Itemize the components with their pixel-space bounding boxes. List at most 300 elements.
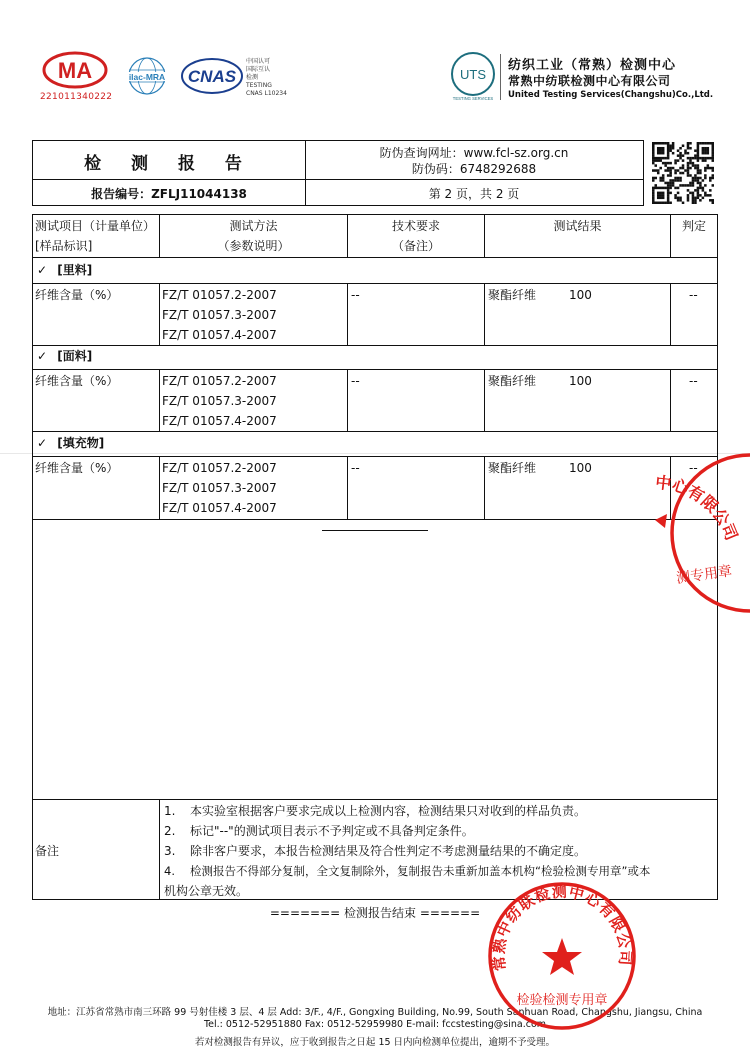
qr-module: [712, 159, 714, 162]
cma-number: 221011340222: [40, 92, 113, 102]
qr-module: [659, 157, 662, 160]
qr-module: [697, 172, 700, 175]
qr-module: [669, 184, 672, 187]
qr-module: [704, 177, 707, 180]
org-name-2: 常熟中纺联检测中心有限公司: [508, 74, 671, 88]
qr-module: [669, 169, 672, 172]
tech-requirement: --: [351, 374, 360, 388]
qr-module: [662, 192, 665, 195]
qr-module: [652, 154, 655, 157]
qr-module: [662, 197, 665, 200]
qr-module: [679, 179, 682, 182]
qr-module: [667, 152, 670, 155]
method-line: FZ/T 01057.4-2007: [162, 328, 277, 342]
qr-module: [692, 164, 695, 167]
company-seal-partial: [595, 448, 750, 618]
qr-module: [662, 174, 665, 177]
qr-module: [697, 177, 700, 180]
remark-text: 标记"--"的测试项目表示不予判定或不具备判定条件。: [190, 824, 474, 838]
qr-module: [687, 184, 690, 187]
qr-module: [689, 182, 692, 185]
qr-module: [677, 169, 680, 172]
qr-module: [667, 174, 670, 177]
qr-module: [659, 159, 662, 162]
remark-item: [164, 821, 714, 841]
qr-module: [697, 179, 700, 182]
remark-text: 检测报告不得部分复制，全文复制除外，复制报告未重新加盖本机构“检验检测专用章”或本: [190, 864, 651, 878]
qr-module: [689, 174, 692, 177]
qr-module: [667, 199, 670, 202]
qr-module: [702, 152, 705, 155]
qr-module: [692, 182, 695, 185]
qr-module: [672, 179, 675, 182]
qr-module: [697, 147, 700, 150]
qr-module: [699, 182, 702, 185]
qr-module: [694, 177, 697, 180]
qr-module: [652, 202, 655, 204]
qr-module: [712, 144, 714, 147]
org-name-en: United Testing Services(Changshu)Co.,Ltd.: [508, 90, 714, 100]
qr-module: [699, 199, 702, 202]
qr-module: [687, 172, 690, 175]
qr-module: [707, 164, 710, 167]
qr-module: [659, 192, 662, 195]
qr-module: [654, 177, 657, 180]
col-header-item-line2: [样品标识]: [35, 239, 93, 253]
section-label: [37, 434, 104, 451]
qr-module: [657, 157, 660, 160]
qr-module: [694, 199, 697, 202]
cnas-line: 中国认可: [246, 58, 271, 65]
qr-module: [699, 194, 702, 197]
qr-module: [652, 169, 655, 172]
cnas-text: CNAS: [187, 67, 237, 86]
qr-module: [699, 187, 702, 190]
result-fiber: 聚酯纤维: [488, 461, 537, 475]
qr-module: [652, 194, 655, 197]
qr-module: [702, 142, 705, 145]
qr-module: [679, 147, 682, 150]
col-header-req-line1: 技术要求: [391, 219, 440, 233]
qr-module: [702, 189, 705, 192]
qr-module: [677, 197, 680, 200]
org-name-1: 纺织工业（常熟）检测中心: [508, 58, 677, 73]
qr-module: [692, 199, 695, 202]
qr-module: [687, 142, 690, 145]
qr-module: [672, 152, 675, 155]
qr-module: [669, 182, 672, 185]
qr-module: [669, 174, 672, 177]
qr-module: [682, 172, 685, 175]
qr-module: [712, 157, 714, 160]
qr-module: [662, 152, 665, 155]
qr-module: [652, 147, 655, 150]
qr-module: [684, 152, 687, 155]
remark-number: 4.: [164, 864, 175, 878]
qr-module: [697, 194, 700, 197]
qr-module: [662, 149, 665, 152]
qr-module: [709, 199, 712, 202]
result-fiber: 聚酯纤维: [488, 288, 537, 302]
qr-module: [687, 199, 690, 202]
qr-module: [659, 142, 662, 145]
qr-module: [677, 177, 680, 180]
section-label-text: [面料]: [57, 349, 93, 363]
qr-module: [667, 197, 670, 200]
qr-module: [667, 182, 670, 185]
qr-module: [707, 167, 710, 170]
qr-module: [712, 199, 714, 202]
qr-module: [692, 192, 695, 195]
test-methods: [162, 371, 277, 431]
tech-requirement: --: [351, 461, 360, 475]
qr-module: [687, 164, 690, 167]
qr-module: [659, 202, 662, 204]
qr-module: [654, 142, 657, 145]
qr-module: [657, 152, 660, 155]
qr-module: [669, 202, 672, 204]
qr-module: [697, 197, 700, 200]
qr-module: [684, 184, 687, 187]
method-line: FZ/T 01057.3-2007: [162, 394, 277, 408]
qr-module: [674, 177, 677, 180]
report-number: 报告编号：ZFLJ11044138: [91, 187, 247, 201]
qr-module: [702, 197, 705, 200]
qr-module: [652, 199, 655, 202]
qr-module: [702, 157, 705, 160]
qr-module: [679, 154, 682, 157]
result-value: 100: [569, 288, 592, 302]
uts-logo: [448, 50, 498, 102]
qr-module: [652, 149, 655, 152]
qr-module: [664, 157, 667, 160]
qr-module: [687, 189, 690, 192]
qr-code[interactable]: [652, 142, 714, 204]
qr-module: [659, 187, 662, 190]
qr-module: [652, 144, 655, 147]
qr-module: [654, 184, 657, 187]
qr-module: [704, 152, 707, 155]
qr-module: [677, 154, 680, 157]
footer-address: 地址：江苏省常熟市南三环路 99 号射佳楼 3 层、4 层 Add: 3/F., 4/F., Gongxing Building, No.99, South Sanhuan Road, Changshu, Jiangsu, China: [47, 1007, 703, 1018]
qr-module: [669, 147, 672, 150]
qr-module: [654, 164, 657, 167]
col-header-method-line1: 测试方法: [229, 219, 278, 233]
qr-module: [652, 142, 655, 145]
qr-module: [677, 192, 680, 195]
qr-module: [712, 152, 714, 155]
qr-module: [697, 182, 700, 185]
qr-module: [687, 147, 690, 150]
qr-module: [694, 154, 697, 157]
qr-module: [662, 179, 665, 182]
qr-module: [667, 162, 670, 165]
method-line: FZ/T 01057.2-2007: [162, 288, 277, 302]
method-line: FZ/T 01057.4-2007: [162, 501, 277, 515]
col-header-method-line2: （参数说明）: [217, 239, 290, 253]
qr-module: [682, 167, 685, 170]
qr-module: [689, 192, 692, 195]
qr-module: [654, 159, 657, 162]
qr-module: [669, 167, 672, 170]
qr-module: [672, 142, 675, 145]
remark-continuation: 机构公章无效。: [164, 884, 249, 898]
footer-notice: 若对检测报告有异议，应于收到报告之日起 15 日内向检测单位提出，逾期不予受理。: [194, 1037, 556, 1048]
tech-requirement: --: [351, 288, 360, 302]
qr-module: [709, 167, 712, 170]
qr-module: [697, 167, 700, 170]
remark-item: [164, 841, 714, 861]
cnas-logo: [180, 56, 244, 96]
qr-module: [694, 157, 697, 160]
qr-module: [704, 142, 707, 145]
test-methods: [162, 285, 277, 345]
qr-module: [657, 147, 660, 150]
qr-module: [659, 197, 662, 200]
test-methods: [162, 458, 277, 518]
qr-module: [659, 177, 662, 180]
qr-module: [664, 182, 667, 185]
remark-item: [164, 861, 714, 881]
qr-module: [672, 147, 675, 150]
qr-module: [704, 159, 707, 162]
qr-module: [657, 172, 660, 175]
qr-module: [667, 147, 670, 150]
qr-module: [692, 162, 695, 165]
qr-module: [697, 189, 700, 192]
qr-module: [712, 184, 714, 187]
qr-module: [677, 179, 680, 182]
qr-module: [694, 189, 697, 192]
qr-module: [694, 197, 697, 200]
qr-module: [652, 152, 655, 155]
section-label: [37, 347, 92, 364]
qr-module: [669, 144, 672, 147]
qr-module: [694, 167, 697, 170]
header-divider: [500, 54, 501, 100]
col-header-method: [160, 216, 347, 256]
remark-number: 1.: [164, 804, 176, 818]
qr-module: [689, 147, 692, 150]
qr-module: [692, 194, 695, 197]
seal-partial-company: 中心有限公司: [654, 472, 742, 544]
qr-module: [654, 157, 657, 160]
qr-module: [709, 177, 712, 180]
qr-module: [652, 162, 655, 165]
col-header-req-line2: （备注）: [391, 239, 440, 253]
qr-module: [667, 187, 670, 190]
qr-module: [669, 187, 672, 190]
qr-module: [669, 192, 672, 195]
qr-module: [662, 157, 665, 160]
qr-module: [664, 162, 667, 165]
qr-module: [687, 167, 690, 170]
qr-module: [707, 152, 710, 155]
qr-module: [659, 167, 662, 170]
qr-module: [662, 147, 665, 150]
qr-module: [699, 172, 702, 175]
report-end-marker: ======= 检测报告结束 ======: [269, 906, 481, 920]
qr-module: [687, 194, 690, 197]
qr-module: [697, 157, 700, 160]
qr-module: [657, 197, 660, 200]
qr-module: [704, 147, 707, 150]
qr-module: [669, 162, 672, 165]
qr-module: [712, 167, 714, 170]
qr-module: [657, 194, 660, 197]
qr-module: [654, 202, 657, 204]
qr-module: [657, 169, 660, 172]
footer-contact: Tel.: 0512-52951880 Fax: 0512-52959980 E-mail: fccstesting@sina.com: [203, 1019, 547, 1030]
qr-module: [704, 174, 707, 177]
qr-module: [712, 169, 714, 172]
remark-text: 本实验室根据客户要求完成以上检测内容，检测结果只对收到的样品负责。: [190, 804, 587, 818]
qr-module: [692, 157, 695, 160]
qr-module: [657, 149, 660, 152]
qr-module: [672, 144, 675, 147]
qr-module: [692, 177, 695, 180]
test-item: 纤维含量（%）: [35, 461, 119, 475]
qr-module: [712, 174, 714, 177]
qr-module: [697, 144, 700, 147]
result-fiber: 聚酯纤维: [488, 374, 537, 388]
qr-module: [677, 199, 680, 202]
qr-module: [662, 142, 665, 145]
cnas-line: 检测: [246, 74, 259, 81]
qr-module: [657, 142, 660, 145]
qr-module: [704, 194, 707, 197]
qr-module: [704, 184, 707, 187]
qr-module: [659, 147, 662, 150]
qr-module: [667, 169, 670, 172]
qr-module: [682, 144, 685, 147]
qr-module: [704, 167, 707, 170]
qr-module: [664, 169, 667, 172]
qr-module: [697, 169, 700, 172]
qr-module: [694, 202, 697, 204]
qr-module: [702, 159, 705, 162]
qr-module: [679, 197, 682, 200]
ilac-mra-logo: [122, 56, 172, 96]
qr-module: [699, 142, 702, 145]
qr-module: [672, 182, 675, 185]
qr-module: [674, 194, 677, 197]
check-icon: ✓: [37, 349, 48, 363]
uts-sub-text: TESTING SERVICES: [452, 96, 494, 101]
cnas-caption: [246, 58, 287, 98]
qr-module: [692, 179, 695, 182]
qr-module: [687, 162, 690, 165]
qr-module: [709, 142, 712, 145]
col-header-judge: 判定: [681, 219, 706, 233]
qr-module: [669, 172, 672, 175]
qr-module: [699, 177, 702, 180]
qr-module: [679, 184, 682, 187]
qr-module: [662, 187, 665, 190]
seal-partial-name: 测专用章: [675, 563, 734, 587]
qr-module: [677, 149, 680, 152]
qr-module: [664, 187, 667, 190]
qr-module: [667, 192, 670, 195]
qr-module: [699, 184, 702, 187]
qr-module: [664, 202, 667, 204]
qr-module: [687, 197, 690, 200]
qr-module: [679, 157, 682, 160]
method-line: FZ/T 01057.3-2007: [162, 308, 277, 322]
report-title: 检 测 报 告: [84, 154, 254, 174]
qr-module: [689, 167, 692, 170]
qr-module: [652, 177, 655, 180]
qr-module: [689, 184, 692, 187]
qr-module: [712, 154, 714, 157]
qr-module: [689, 159, 692, 162]
remark-text: 除非客户要求，本报告检测结果及符合性判定不考虑测量结果的不确定度。: [190, 844, 587, 858]
qr-module: [667, 142, 670, 145]
qr-module: [654, 187, 657, 190]
qr-module: [674, 187, 677, 190]
qr-module: [682, 184, 685, 187]
qr-module: [682, 154, 685, 157]
qr-module: [712, 149, 714, 152]
qr-module: [657, 202, 660, 204]
qr-module: [682, 164, 685, 167]
qr-module: [654, 169, 657, 172]
cma-text: MA: [57, 58, 93, 83]
qr-module: [669, 149, 672, 152]
qr-module: [687, 144, 690, 147]
qr-module: [662, 202, 665, 204]
qr-module: [707, 147, 710, 150]
section-label-text: [里料]: [57, 263, 93, 277]
section-label-text: [填充物]: [57, 436, 105, 450]
qr-module: [664, 142, 667, 145]
method-line: FZ/T 01057.2-2007: [162, 461, 277, 475]
qr-module: [662, 162, 665, 165]
remark-number: 3.: [164, 844, 176, 858]
qr-module: [657, 192, 660, 195]
qr-module: [684, 149, 687, 152]
qr-module: [712, 177, 714, 180]
qr-module: [679, 172, 682, 175]
qr-module: [712, 142, 714, 145]
col-header-item-line1: 测试项目（计量单位）: [35, 219, 156, 233]
qr-module: [679, 199, 682, 202]
qr-module: [692, 197, 695, 200]
judgement: --: [689, 288, 698, 302]
qr-module: [702, 147, 705, 150]
uts-text: UTS: [460, 67, 486, 82]
qr-module: [667, 194, 670, 197]
qr-module: [689, 142, 692, 145]
method-line: FZ/T 01057.2-2007: [162, 374, 277, 388]
qr-module: [704, 192, 707, 195]
remarks-label: 备注: [35, 844, 60, 858]
qr-module: [677, 187, 680, 190]
ilac-text: ilac-MRA: [128, 72, 166, 82]
qr-module: [659, 152, 662, 155]
qr-module: [677, 159, 680, 162]
check-icon: ✓: [37, 436, 48, 450]
result-value: 100: [569, 374, 592, 388]
cma-logo: [42, 50, 108, 90]
qr-module: [672, 184, 675, 187]
content-end-line: [322, 530, 428, 531]
method-line: FZ/T 01057.3-2007: [162, 481, 277, 495]
qr-module: [697, 192, 700, 195]
qr-module: [692, 202, 695, 204]
qr-module: [659, 149, 662, 152]
qr-module: [702, 179, 705, 182]
